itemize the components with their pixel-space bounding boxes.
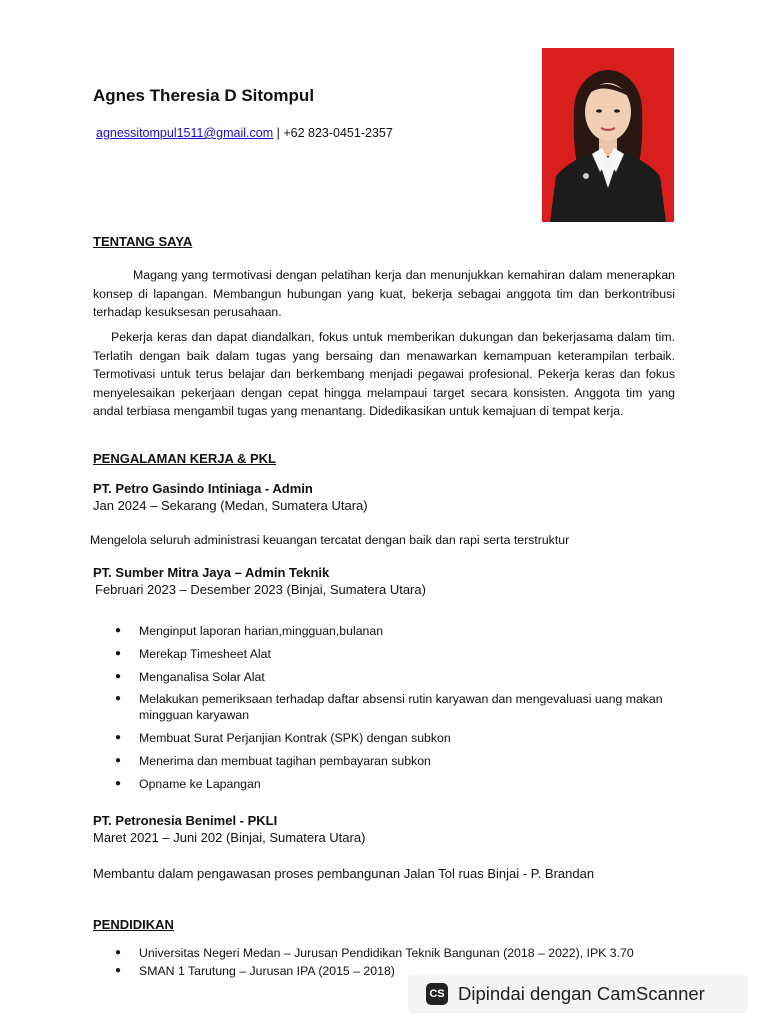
list-item: ● SMAN 1 Tarutung – Jurusan IPA (2015 – 2018) [115,964,395,978]
email-link[interactable]: agnessitompul1511@gmail.com [96,126,274,140]
list-item: ● Melakukan pemeriksaan terhadap daftar absensi rutin karyawan dan mengevaluasi uang makan mingguan karyawan [115,692,663,723]
list-item: ● Opname ke Lapangan [115,776,261,791]
job-title-2: PT. Sumber Mitra Jaya – Admin Teknik [93,565,330,580]
camscanner-logo-icon: CS [426,983,448,1005]
job-title-3: PT. Petronesia Benimel - PKLI [93,813,278,828]
list-item: ● Merekap Timesheet Alat [115,646,271,661]
bullet-icon: ● [115,732,122,744]
bullet-icon: ● [115,754,122,766]
about-paragraph-2: Pekerja keras dan dapat diandalkan, fokus untuk memberikan dukungan dan bekerjasama dalam tim. Terlatih dengan baik dalam tugas yang bersaing dan menawarkan kemampuan keterampilan terbaik. Termotivasi untuk terus belajar dan berkembang menjadi pegawai profesional. Pekerja keras dan fokus menyelesaikan pekerjaan dengan cepat hingga melampaui target secara konsisten. Anggota tim yang andal terbiasa mengambil tugas yang menantang. Didedikasikan untuk kemajuan di tempat kerja. [93,330,675,418]
list-item: ● Menganalisa Solar Alat [115,669,265,684]
bullet-icon: ● [115,965,122,976]
job-title-1: PT. Petro Gasindo Intiniaga - Admin [93,481,313,496]
bullet-icon: ● [115,625,122,636]
job-date-3: Maret 2021 – Juni 202 (Binjai, Sumatera Utara) [93,830,366,845]
profile-photo [542,48,674,222]
bullet-icon: ● [115,777,122,789]
job-duties-list [113,623,673,799]
camscanner-watermark [408,975,748,1013]
list-item: ● Universitas Negeri Medan – Jurusan Pendidikan Teknik Bangunan (2018 – 2022), IPK 3.70 [115,946,634,960]
contact-line [96,126,393,140]
list-item: ● Menginput laporan harian,mingguan,bulanan [115,624,384,638]
list-item: ● Menerima dan membuat tagihan pembayaran subkon [115,753,431,768]
list-item: ● Membuat Surat Perjanjian Kontrak (SPK) dengan subkon [115,731,451,746]
section-heading-experience: PENGALAMAN KERJA & PKL [93,451,276,466]
about-paragraph-1: Magang yang termotivasi dengan pelatihan kerja dan menunjukkan kemahiran dalam menerapkan konsep di lapangan. Membangun hubungan yang kuat, bekerja sebagai anggota tim dan berkontribusi terhadap kesuksesan perusahaan. [93,268,675,319]
bullet-icon: ● [115,670,122,682]
bullet-icon: ● [115,693,122,705]
job-desc-1: Mengelola seluruh administrasi keuangan tercatat dengan baik dan rapi serta terstruktur [90,533,570,547]
candidate-name: Agnes Theresia D Sitompul [93,86,315,105]
phone-number: | +62 823-0451-2357 [273,126,393,140]
job-desc-3: Membantu dalam pengawasan proses pembangunan Jalan Tol ruas Binjai - P. Brandan [93,866,595,881]
job-date-1: Jan 2024 – Sekarang (Medan, Sumatera Utara) [93,498,368,513]
camscanner-text: Dipindai dengan CamScanner [458,983,705,1004]
section-heading-about: TENTANG SAYA [93,234,193,249]
section-heading-education: PENDIDIKAN [93,917,174,932]
job-date-2: Februari 2023 – Desember 2023 (Binjai, Sumatera Utara) [95,582,426,597]
bullet-icon: ● [115,647,122,659]
bullet-icon: ● [115,947,122,958]
portrait-icon [542,48,674,222]
